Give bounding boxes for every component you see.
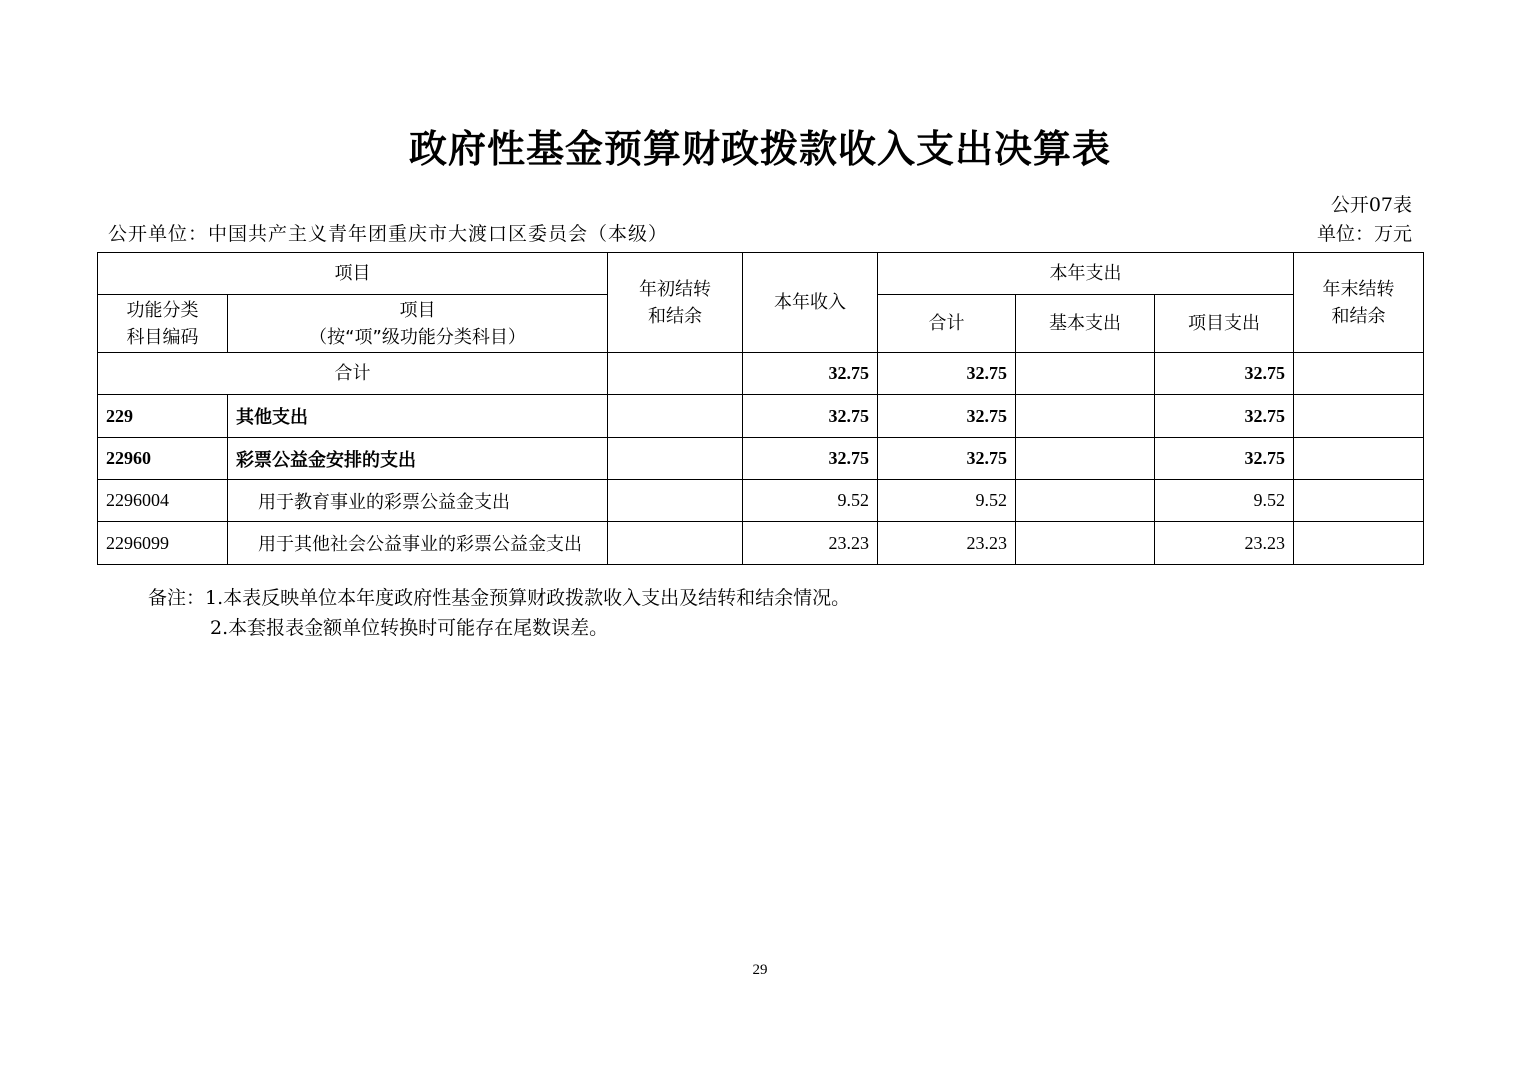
- row-begin: [608, 395, 743, 438]
- row-income: 23.23: [743, 522, 878, 565]
- total-row: [98, 353, 1424, 395]
- row-code: 2296004: [98, 480, 228, 522]
- table-row: [98, 438, 1424, 480]
- header-begin-line1: 年初结转: [639, 278, 711, 300]
- header-begin-line2: 和结余: [648, 305, 702, 327]
- row-name: 彩票公益金安排的支出: [228, 438, 608, 480]
- row-end: [1294, 522, 1424, 565]
- row-exp-basic: [1016, 480, 1155, 522]
- form-number: 公开07表: [1330, 194, 1412, 216]
- row-code: 229: [98, 395, 228, 438]
- row-name: 其他支出: [228, 395, 608, 438]
- table-row: [98, 522, 1424, 565]
- header-item-line2: （按“项”级功能分类科目）: [309, 326, 526, 348]
- row-exp-project: 32.75: [1155, 438, 1294, 480]
- header-exp-basic: 基本支出: [1016, 295, 1155, 353]
- budget-table: [97, 252, 1424, 565]
- table-row: [98, 395, 1424, 438]
- row-exp-project: 32.75: [1155, 395, 1294, 438]
- row-income: 32.75: [743, 395, 878, 438]
- row-begin: [608, 522, 743, 565]
- notes: [148, 583, 850, 643]
- header-end-line2: 和结余: [1331, 305, 1386, 327]
- total-end: [1294, 353, 1424, 395]
- row-exp-project: 9.52: [1155, 480, 1294, 522]
- total-exp-basic: [1016, 353, 1155, 395]
- row-begin: [608, 438, 743, 480]
- header-end-line1: 年末结转: [1322, 278, 1395, 300]
- header-code-line1: 功能分类: [126, 299, 199, 321]
- unit-label: 单位：万元: [1316, 223, 1412, 245]
- row-begin: [608, 480, 743, 522]
- total-label: 合计: [98, 353, 608, 395]
- row-exp-basic: [1016, 438, 1155, 480]
- header-begin-balance: [608, 253, 743, 353]
- header-exp-total: 合计: [878, 295, 1016, 353]
- header-code: [98, 295, 228, 353]
- note-line-2: 2.本套报表金额单位转换时可能存在尾数误差。: [210, 617, 609, 639]
- header-row-1: [98, 253, 1424, 295]
- header-exp-project: 项目支出: [1155, 295, 1294, 353]
- header-code-line2: 科目编码: [126, 326, 199, 348]
- row-end: [1294, 395, 1424, 438]
- row-income: 32.75: [743, 438, 878, 480]
- row-exp-project: 23.23: [1155, 522, 1294, 565]
- total-income: 32.75: [743, 353, 878, 395]
- total-exp-project: 32.75: [1155, 353, 1294, 395]
- row-exp-total: 32.75: [878, 438, 1016, 480]
- header-item: [228, 295, 608, 353]
- row-name: 用于教育事业的彩票公益金支出: [228, 480, 608, 522]
- total-begin: [608, 353, 743, 395]
- page-number: 29: [752, 962, 768, 978]
- total-exp-total: 32.75: [878, 353, 1016, 395]
- note-line-1: 备注：1.本表反映单位本年度政府性基金预算财政拨款收入支出及结转和结余情况。: [148, 587, 851, 609]
- header-income: 本年收入: [743, 253, 878, 353]
- row-exp-total: 23.23: [878, 522, 1016, 565]
- row-exp-basic: [1016, 522, 1155, 565]
- row-end: [1294, 480, 1424, 522]
- organization-label: 公开单位：中国共产主义青年团重庆市大渡口区委员会（本级）: [108, 223, 669, 245]
- table-row: [98, 480, 1424, 522]
- header-end-balance: [1294, 253, 1424, 353]
- row-end: [1294, 438, 1424, 480]
- row-exp-total: 32.75: [878, 395, 1016, 438]
- header-expense-group: 本年支出: [878, 253, 1294, 295]
- header-item-line1: 项目: [399, 299, 436, 321]
- row-income: 9.52: [743, 480, 878, 522]
- header-item-group: 项目: [98, 253, 608, 295]
- page-title: 政府性基金预算财政拨款收入支出决算表: [408, 127, 1111, 171]
- row-name: 用于其他社会公益事业的彩票公益金支出: [228, 522, 608, 565]
- row-code: 2296099: [98, 522, 228, 565]
- row-exp-total: 9.52: [878, 480, 1016, 522]
- row-exp-basic: [1016, 395, 1155, 438]
- row-code: 22960: [98, 438, 228, 480]
